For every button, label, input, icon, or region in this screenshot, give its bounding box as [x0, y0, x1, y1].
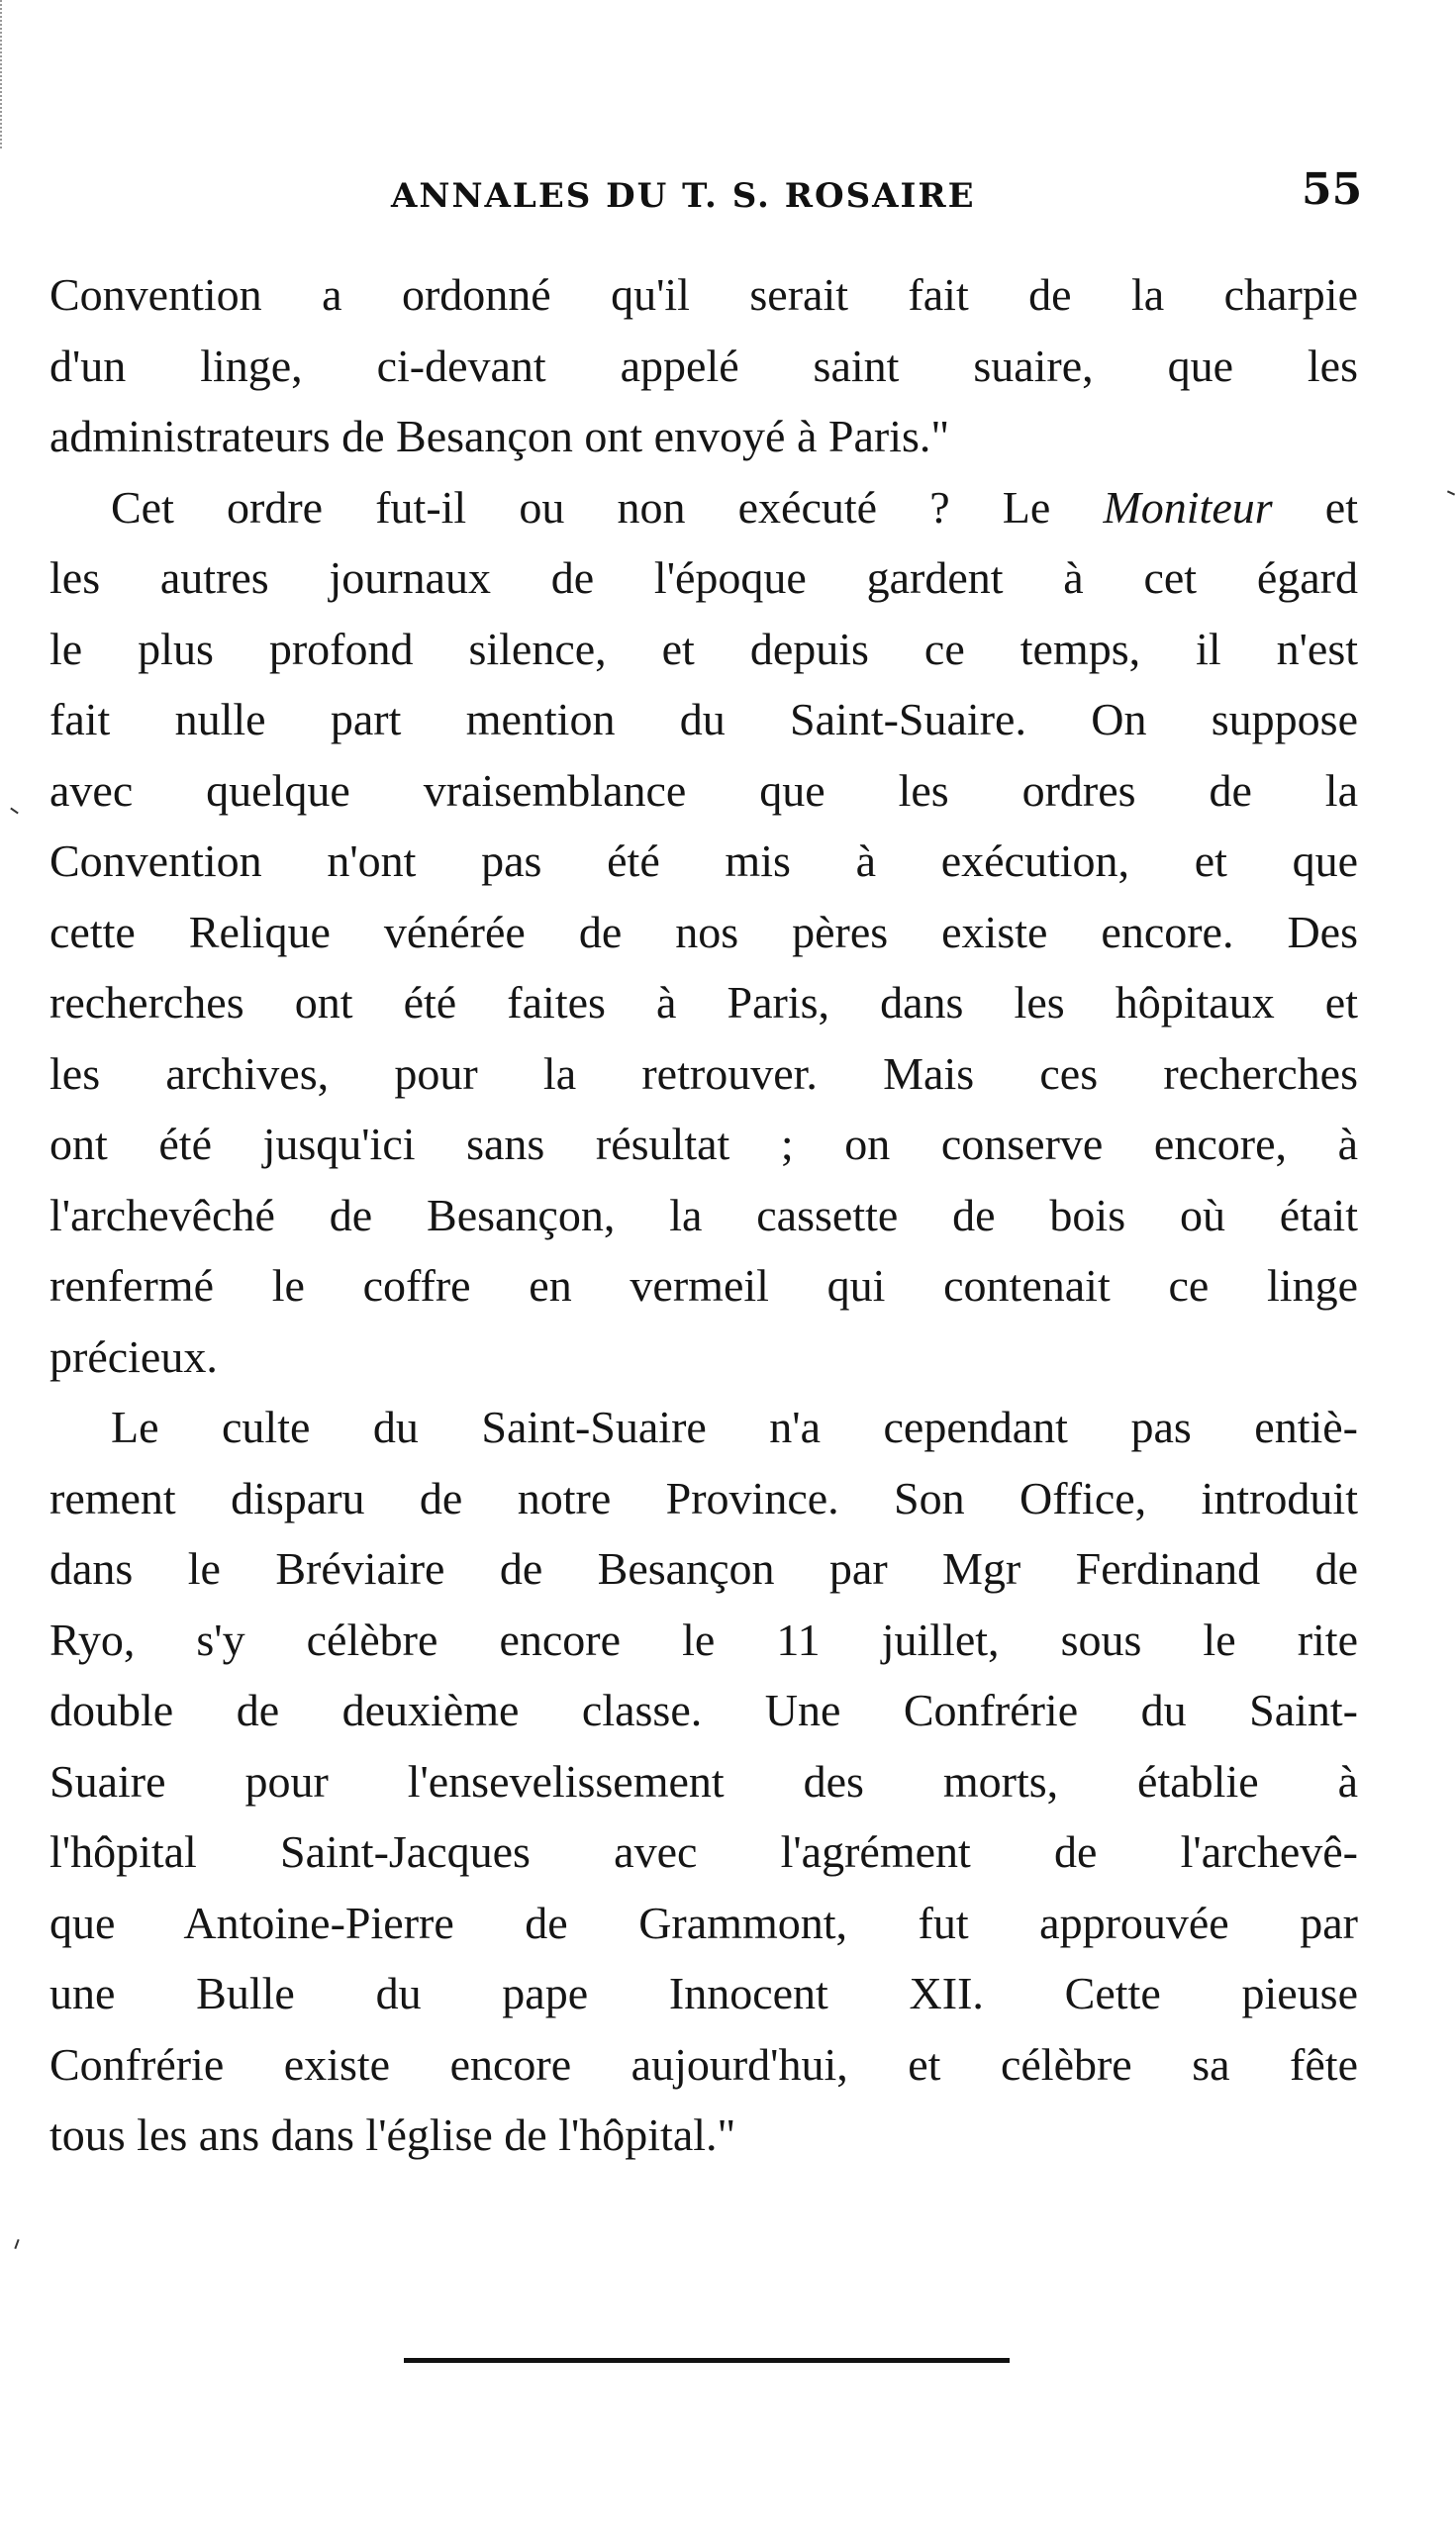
- text-line: double de deuxième classe. Une Confrérie du Saint-: [49, 1685, 1358, 1735]
- text-line: Ryo, s'y célèbre encore le 11 juillet, sous le rite: [49, 1614, 1358, 1665]
- text-line: l'archevêché de Besançon, la cassette de bois où était: [49, 1189, 1358, 1240]
- text-line: une Bulle du pape Innocent XII. Cette pieuse: [49, 1968, 1358, 2018]
- text-line: avec quelque vraisemblance que les ordres de la: [49, 764, 1358, 816]
- text-line: le plus profond silence, et depuis ce temps, il n'est: [49, 623, 1358, 674]
- text-line: précieux.: [49, 1330, 218, 1382]
- text-line: Convention n'ont pas été mis à exécution, et que: [49, 835, 1358, 886]
- text-line: les autres journaux de l'époque gardent à cet égard: [49, 552, 1358, 603]
- text-line: Convention a ordonné qu'il serait fait de la charpie: [49, 269, 1358, 320]
- text-line: Confrérie existe encore aujourd'hui, et célèbre sa fête: [49, 2038, 1358, 2090]
- text-line: d'un linge, ci-devant appelé saint suaire, que les: [49, 340, 1358, 391]
- text-line: administrateurs de Besançon ont envoyé à Paris.": [49, 411, 950, 461]
- paragraph: [49, 1392, 1358, 2171]
- text-line: Le culte du Saint-Suaire n'a cependant pas entiè-: [111, 1402, 1358, 1452]
- body-text: [49, 259, 1358, 2171]
- stray-mark: [1447, 490, 1455, 495]
- text-line: tous les ans dans l'église de l'hôpital.": [49, 2109, 736, 2160]
- text-line: ont été jusqu'ici sans résultat ; on conserve encore, à: [49, 1119, 1358, 1169]
- text-line: Suaire pour l'ensevelissement des morts, établie à: [49, 1755, 1358, 1807]
- page-edge: [0, 0, 6, 148]
- stray-mark: [10, 808, 19, 815]
- italic-title: Moniteur: [1103, 481, 1273, 533]
- text-line: les archives, pour la retrouver. Mais ces recherches: [49, 1047, 1358, 1099]
- end-rule: [404, 2358, 1010, 2363]
- text-line: l'hôpital Saint-Jacques avec l'agrément de l'archevê-: [49, 1826, 1358, 1877]
- page-number: 55: [1302, 164, 1363, 215]
- paragraph: [49, 259, 1358, 472]
- running-title: ANNALES DU T. S. ROSAIRE: [391, 176, 976, 216]
- text-line: dans le Bréviaire de Besançon par Mgr Ferdinand de: [49, 1543, 1358, 1594]
- text-line: renfermé le coffre en vermeil qui contenait ce linge: [49, 1260, 1358, 1311]
- text-line: Cet ordre fut-il ou non exécuté ? Le Moniteur et: [111, 481, 1358, 533]
- stray-mark: [14, 2239, 19, 2249]
- text-line: que Antoine-Pierre de Grammont, fut approuvée par: [49, 1897, 1358, 1948]
- paragraph: [49, 472, 1358, 1393]
- text-line: cette Relique vénérée de nos pères existe encore. Des: [49, 906, 1358, 957]
- text-line: fait nulle part mention du Saint-Suaire. On suppose: [49, 694, 1358, 744]
- text-line: rement disparu de notre Province. Son Office, introduit: [49, 1472, 1358, 1523]
- text-line: recherches ont été faites à Paris, dans les hôpitaux et: [49, 977, 1358, 1028]
